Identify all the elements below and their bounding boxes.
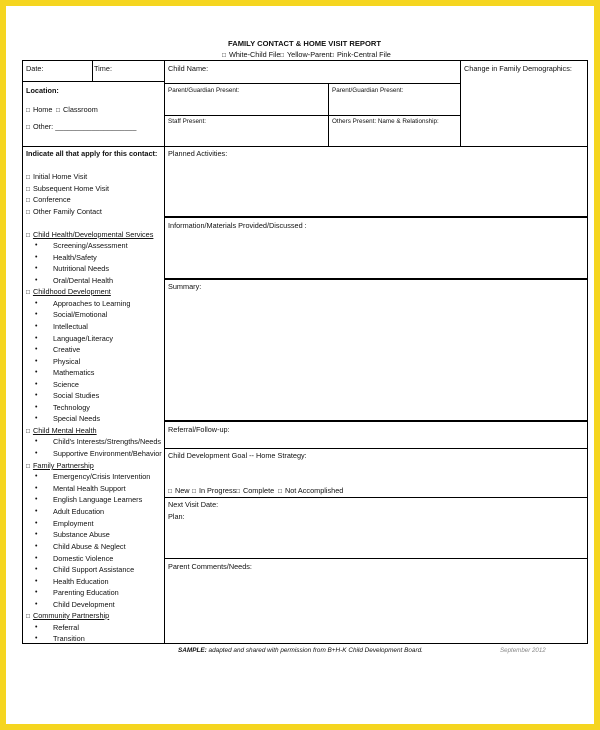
divider-planned <box>164 216 588 218</box>
other-location-label: Other: <box>32 122 54 131</box>
checklist-item: • Emergency/Crisis Intervention <box>53 472 150 481</box>
next-visit-label: Next Visit Date: <box>168 500 219 509</box>
footer-sample <box>178 646 423 655</box>
checklist-item: • Social/Emotional <box>53 310 107 319</box>
checklist-item: • Child Abuse & Neglect <box>53 542 126 551</box>
goal-status-new-checkbox[interactable] <box>168 486 190 496</box>
frame-left <box>22 60 23 644</box>
summary-label: Summary: <box>168 282 202 291</box>
demographics-label: Change in Family Demographics: <box>464 64 572 73</box>
divider-plan <box>164 558 588 559</box>
goal-status-complete-checkbox[interactable] <box>236 486 274 496</box>
checklist-item: • Language/Literacy <box>53 334 113 343</box>
others-present: Others Present: Name & Relationship: <box>332 118 439 125</box>
info-materials-label: Information/Materials Provided/Discussed : <box>168 221 307 230</box>
time-label: Time: <box>94 64 112 73</box>
checklist-item: • Nutritional Needs <box>53 264 109 273</box>
checklist-item: • Domestic Violence <box>53 554 113 563</box>
section-checkbox[interactable] <box>26 461 94 471</box>
other-location-field[interactable]: ____________________ <box>55 122 137 131</box>
section-title: Childhood Development <box>32 287 111 296</box>
copy-yellow-label: Yellow-Parent <box>286 50 332 59</box>
goal-status-label: Complete <box>242 486 275 495</box>
section-checkbox[interactable] <box>26 230 153 240</box>
section-checkbox[interactable] <box>26 611 109 621</box>
copy-white-label: White-Child File <box>228 50 281 59</box>
checklist-item: • Creative <box>53 345 80 354</box>
contact-type-label: Initial Home Visit <box>32 172 88 181</box>
divider-top-section <box>22 146 588 147</box>
divider-referral <box>164 448 588 449</box>
section-checkbox[interactable] <box>26 287 111 297</box>
checklist-item: • Transition <box>53 634 85 643</box>
checklist-item: • Intellectual <box>53 322 88 331</box>
checklist-item: • Supportive Environment/Behavior <box>53 449 162 458</box>
frame-top <box>22 60 588 61</box>
divider-date-row <box>22 81 165 82</box>
form-title: FAMILY CONTACT & HOME VISIT REPORT <box>228 39 382 48</box>
location-label: Location: <box>26 86 59 95</box>
checklist-item: • Child Support Assistance <box>53 565 134 574</box>
divider-goal <box>164 497 588 498</box>
goal-status-not-accomplished-checkbox[interactable] <box>278 486 343 496</box>
parent-comments-label: Parent Comments/Needs: <box>168 562 252 571</box>
staff-present: Staff Present: <box>168 118 207 125</box>
goal-status-progress-checkbox[interactable] <box>192 486 236 496</box>
copy-pink-label: Pink-Central File <box>336 50 391 59</box>
checklist-item: • Approaches to Learning <box>53 299 130 308</box>
footer-sample-label: SAMPLE: <box>178 647 207 654</box>
footer-date: September 2012 <box>500 647 546 654</box>
checklist-item: • Social Studies <box>53 391 99 400</box>
planned-activities-label: Planned Activities: <box>168 149 228 158</box>
contact-type-checkbox[interactable] <box>26 207 102 217</box>
contact-type-label: Conference <box>32 195 71 204</box>
classroom-checkbox[interactable] <box>56 105 98 115</box>
divider-date-time <box>92 60 93 82</box>
contact-type-label: Other Family Contact <box>32 207 102 216</box>
checklist-item: • Special Needs <box>53 414 100 423</box>
frame-bottom <box>22 643 588 644</box>
checklist-item: • Substance Abuse <box>53 530 110 539</box>
checklist-item: • Parenting Education <box>53 588 119 597</box>
checklist-item: • Employment <box>53 519 94 528</box>
copy-pink-checkbox[interactable] <box>330 50 391 60</box>
goal-status-label: New <box>174 486 190 495</box>
checklist-item: • Child's Interests/Strengths/Needs <box>53 437 161 446</box>
contact-type-checkbox[interactable] <box>26 172 87 182</box>
checklist-item: • Science <box>53 380 79 389</box>
home-checkbox[interactable] <box>26 105 52 115</box>
section-checkbox[interactable] <box>26 426 97 436</box>
contact-type-checkbox[interactable] <box>26 195 71 205</box>
checklist-item: • Mathematics <box>53 368 94 377</box>
contact-type-label: Subsequent Home Visit <box>32 184 110 193</box>
home-label: Home <box>32 105 53 114</box>
checklist-item: • Physical <box>53 357 80 366</box>
referral-label: Referral/Follow-up: <box>168 425 230 434</box>
checklist-item: • Referral <box>53 623 79 632</box>
plan-label: Plan: <box>168 512 185 521</box>
divider-staff-row <box>164 115 461 116</box>
checklist-item: • Adult Education <box>53 507 104 516</box>
copy-white-checkbox[interactable] <box>222 50 280 60</box>
parent-present-1: Parent/Guardian Present: <box>168 87 240 94</box>
divider-demographics <box>460 60 461 146</box>
frame-right <box>587 60 588 644</box>
divider-childname-row <box>164 83 461 84</box>
divider-left-column <box>164 60 165 644</box>
divider-info <box>164 278 588 280</box>
section-title: Family Partnership <box>32 461 94 470</box>
other-location-checkbox[interactable] <box>26 122 136 132</box>
date-label: Date: <box>26 64 44 73</box>
child-name-label: Child Name: <box>168 64 209 73</box>
checklist-item: • Health/Safety <box>53 253 97 262</box>
report-form <box>6 6 594 724</box>
classroom-label: Classroom <box>62 105 98 114</box>
goal-label: Child Development Goal -- Home Strategy: <box>168 451 307 460</box>
checklist-item: • English Language Learners <box>53 495 142 504</box>
footer-sample-text: adapted and shared with permission from B+H-K Child Development Board. <box>208 647 423 654</box>
section-title: Child Mental Health <box>32 426 97 435</box>
contact-type-checkbox[interactable] <box>26 184 109 194</box>
divider-summary <box>164 420 588 422</box>
checklist-item: • Oral/Dental Health <box>53 276 113 285</box>
checklist-item: • Mental Health Support <box>53 484 126 493</box>
goal-status-label: Not Accomplished <box>284 486 344 495</box>
checklist-item: • Technology <box>53 403 90 412</box>
checklist-item: • Child Development <box>53 600 115 609</box>
section-title: Community Partnership <box>32 611 110 620</box>
section-title: Child Health/Developmental Services <box>32 230 154 239</box>
goal-status-label: In Progress <box>198 486 237 495</box>
checklist-item: • Health Education <box>53 577 109 586</box>
parent-present-2: Parent/Guardian Present: <box>332 87 404 94</box>
indicate-heading: Indicate all that apply for this contact: <box>26 149 158 158</box>
checklist-item: • Screening/Assessment <box>53 241 128 250</box>
copy-yellow-checkbox[interactable] <box>280 50 332 60</box>
